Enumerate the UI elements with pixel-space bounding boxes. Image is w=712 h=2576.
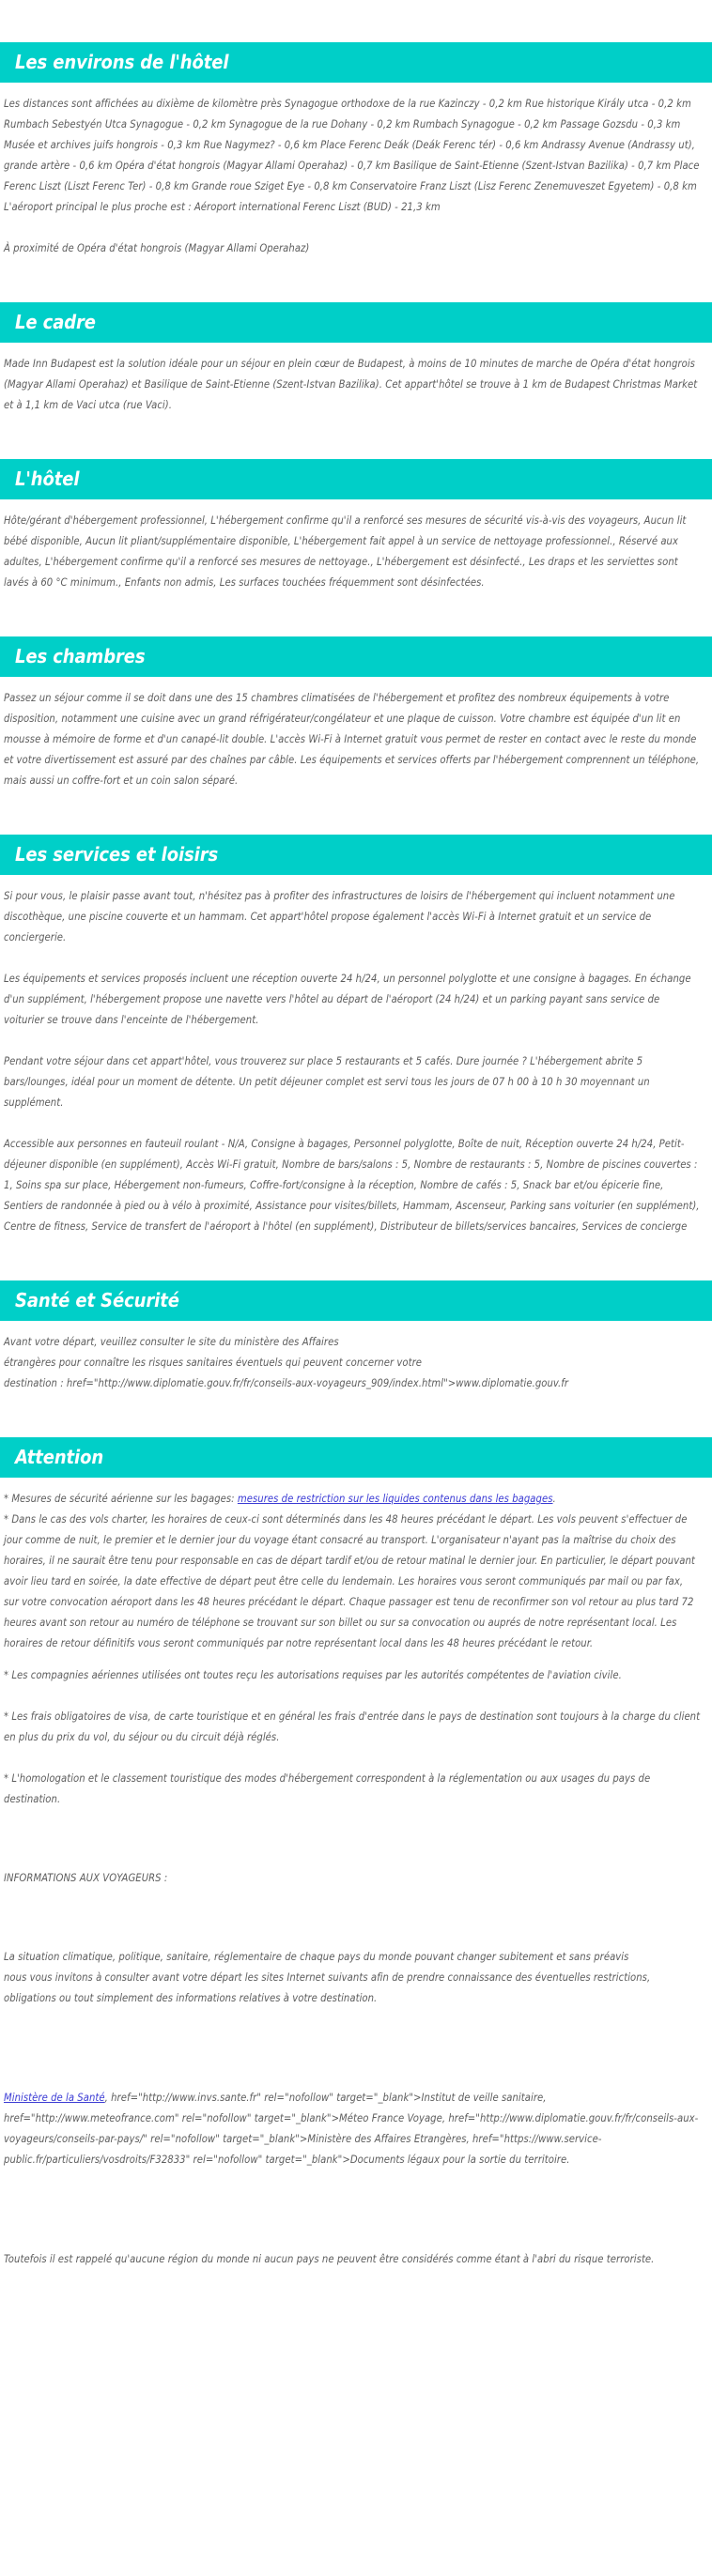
section-body-environs (0, 83, 712, 302)
spacer (4, 1321, 701, 1332)
environs-paragraph-1: Les distances sont affichées au dixième de kilomètre près Synagogue orthodoxe de la rue Kazinczy - 0,2 km Rue historique Király utca - 0,2 km Rumbach Sebestyén Utca Synagogue - 0,2 km Synagogue de la rue Dohany - 0,2 km Rumbach Synagogue - 0,2 km Passage Gozsdu - 0,3 km Musée et archives juifs hongrois - 0,3 km Rue Nagymez? - 0,6 km Place Ferenc Deák (Deák Ferenc tér) - 0,6 km Andrassy Avenue (Andrassy ut), grande artère - 0,6 km Opéra d'état hongrois (Magyar Allami Operahaz) - 0,7 km Basilique de Saint-Etienne (Szent-Istvan Bazilika) - 0,7 km Place Ferenc Liszt (Liszt Ferenc Ter) - 0,8 km Grande roue Sziget Eye - 0,8 km Conservatoire Franz Liszt (Lisz Ferenc Zenemuveszet Egyetem) - 0,8 km L'aéroport principal le plus proche est : Aéroport international Ferenc Liszt (BUD) - 21,3 km (4, 98, 700, 213)
section-header-chambres: Les chambres (0, 636, 712, 677)
section-body-attention (0, 1478, 712, 2270)
spacer (4, 2170, 701, 2229)
hotel-paragraph-1: Hôte/gérant d'hébergement professionnel, L'hébergement confirme qu'il a renforcé ses mesures de sécurité vis-à-vis des voyageurs, Aucun lit bébé disponible, Aucun lit pliant/supplémentaire disponible, L'hébergement fait appel à un service de nettoyage professionnel., Réservé aux adultes, L'hébergement confirme qu'il a renforcé ses mesures de nettoyage., L'hébergement est désinfecté., Les draps et les serviettes sont lavés à 60 °C minimum., Enfants non admis, Les surfaces touchées fréquemment sont désinfectées. (4, 514, 687, 589)
attention-bullet-5: * L'homologation et le classement touristique des modes d'hébergement correspondent à la réglementation ou aux usages du pays de destination. (4, 1772, 651, 1805)
spacer (4, 1686, 701, 1707)
spacer (4, 499, 701, 511)
spacer (4, 1031, 701, 1051)
section-body-sante-securite (0, 1321, 712, 1437)
travellers-links-raw-markup: , href="http://www.invs.sante.fr" rel="nofollow" target="_blank">Institut de veille sanitaire, href="http://www.meteofrance.com" rel="nofollow" target="_blank">Méteo France Voyage, href="http://www.diplomatie.gouv.fr/fr/conseils-aux-voyageurs/conseils-par-pays/" rel="nofollow" target="_blank">Ministère des Affaires Etrangères, href="https://www.service-public.fr/particuliers/vosdroits/F32833" rel="nofollow" target="_blank">Documents légaux pour la sortie du territoire. (4, 2092, 699, 2166)
section-header-environs: Les environs de l'hôtel (0, 42, 712, 83)
top-spacer (0, 0, 712, 42)
attention-bullet-4: * Les frais obligatoires de visa, de carte touristique et en général les frais d'entrée dans le pays de destination sont toujours à la charge du client en plus du prix du vol, du séjour ou du circuit déjà réglés. (4, 1710, 701, 1743)
attention-bullet-1 (4, 1489, 701, 1510)
travellers-info-heading: INFORMATIONS AUX VOYAGEURS : (4, 1872, 168, 1884)
travellers-links-block (4, 2088, 701, 2170)
environs-paragraph-2: À proximité de Opéra d'état hongrois (Magyar Allami Operahaz) (4, 242, 310, 254)
services-paragraph-4: Accessible aux personnes en fauteuil roulant - N/A, Consigne à bagages, Personnel polyglotte, Boîte de nuit, Réception ouverte 24 h/24, Petit-déjeuner disponible (en supplément), Accès Wi-Fi gratuit, Nombre de bars/salons : 5, Nombre de restaurants : 5, Nombre de piscines couvertes : 1, Soins spa sur place, Hébergement non-fumeurs, Coffre-fort/consigne à la réception, Nombre de cafés : 5, Snack bar et/ou épicerie fine, Sentiers de randonnée à pied ou à vélo à proximité, Assistance pour visites/billets, Hammam, Ascenseur, Parking sans voiturier (en supplément), Centre de fitness, Service de transfert de l'aéroport à l'hôtel (en supplément), Distributeur de billets/services bancaires, Services de concierge (4, 1138, 700, 1233)
ministere-de-la-sante-link[interactable]: Ministère de la Santé (4, 2092, 105, 2104)
section-body-services (0, 875, 712, 1280)
section-header-hotel: L'hôtel (0, 459, 712, 499)
spacer (4, 1889, 701, 1947)
services-paragraph-1: Si pour vous, le plaisir passe avant tout, n'hésitez pas à profiter des infrastructures de loisirs de l'hébergement qui incluent notamment une discothèque, une piscine couverte et un hammam. Cet appart'hôtel propose également l'accès Wi-Fi à Internet gratuit et un service de conciergerie. (4, 890, 675, 943)
attention-bullet-3: * Les compagnies aériennes utilisées ont toutes reçu les autorisations requises par les autorités compétentes de l'aviation civile. (4, 1669, 622, 1681)
spacer (4, 259, 701, 302)
spacer (4, 593, 701, 636)
spacer (4, 875, 701, 886)
spacer (4, 1654, 701, 1665)
services-paragraph-2: Les équipements et services proposés incluent une réception ouverte 24 h/24, un personnel polyglotte et une consigne à bagages. En échange d'un supplément, l'hébergement propose une navette vers l'hôtel au départ de l'aéroport (24 h/24) et un parking payant sans service de voiturier se trouve dans l'enceinte de l'hébergement. (4, 973, 691, 1026)
section-header-attention: Attention (0, 1437, 712, 1478)
attention-bullet-1-prefix: * Mesures de sécurité aérienne sur les bagages: (4, 1493, 238, 1505)
spacer (4, 1478, 701, 1489)
spacer (4, 948, 701, 969)
spacer (4, 343, 701, 354)
spacer (4, 1394, 701, 1437)
section-body-hotel (0, 499, 712, 636)
services-paragraph-3: Pendant votre séjour dans cet appart'hôtel, vous trouverez sur place 5 restaurants et 5 cafés. Dure journée ? L'hébergement abrite 5 bars/lounges, idéal pour un moment de détente. Un petit déjeuner complet est servi tous les jours de 07 h 00 à 10 h 30 moyennant un supplément. (4, 1055, 650, 1109)
section-header-services: Les services et loisirs (0, 835, 712, 875)
sante-line-3-destination-url: destination : href="http://www.diplomatie.gouv.fr/fr/conseils-aux-voyageurs_909/index.html">www.diplomatie.gouv.fr (4, 1377, 569, 1389)
spacer (4, 791, 701, 835)
spacer (4, 2009, 701, 2067)
section-body-cadre (0, 343, 712, 459)
chambres-paragraph-1: Passez un séjour comme il se doit dans une des 15 chambres climatisées de l'hébergement et profitez des nombreux équipements à votre disposition, notamment une cuisine avec un grand réfrigérateur/congélateur et une plaque de cuisson. Votre chambre est équipée d'un lit en mousse à mémoire de forme et d'un canapé-lit double. L'accès Wi-Fi à Internet gratuit vous permet de rester en contact avec le reste du monde et votre divertissement est assuré par des chaînes par câble. Les équipements et services offerts par l'hébergement comprennent un téléphone, mais aussi un coffre-fort et un coin salon séparé. (4, 692, 700, 787)
spacer (4, 218, 701, 238)
spacer (4, 2229, 701, 2249)
travellers-info-line-2: nous vous invitons à consulter avant votre départ les sites Internet suivants afin de prendre connaissance des éventuelles restrictions, obligations ou tout simplement des informations relatives à votre destination. (4, 1971, 651, 2004)
spacer (4, 1810, 701, 1868)
sante-line-1: Avant votre départ, veuillez consulter le site du ministère des Affaires (4, 1336, 339, 1348)
spacer (4, 2067, 701, 2088)
sante-line-2: étrangères pour connaître les risques sanitaires éventuels qui peuvent concerner votre (4, 1357, 423, 1369)
terrorism-risk-note: Toutefois il est rappelé qu'aucune région du monde ni aucun pays ne peuvent être considérés comme étant à l'abri du risque terroriste. (4, 2253, 655, 2265)
section-body-chambres (0, 677, 712, 835)
liquids-restrictions-link[interactable]: mesures de restriction sur les liquides contenus dans les bagages (237, 1493, 553, 1505)
spacer (4, 416, 701, 459)
spacer (4, 83, 701, 94)
spacer (4, 1113, 701, 1134)
spacer (4, 1748, 701, 1769)
travellers-info-line-1: La situation climatique, politique, sanitaire, réglementaire de chaque pays du monde pouvant changer subitement et sans préavis (4, 1951, 629, 1963)
cadre-paragraph-1: Made Inn Budapest est la solution idéale pour un séjour en plein cœur de Budapest, à moins de 10 minutes de marche de Opéra d'état hongrois (Magyar Allami Operahaz) et Basilique de Saint-Etienne (Szent-Istvan Bazilika). Cet appart'hôtel se trouve à 1 km de Budapest Christmas Market et à 1,1 km de Vaci utca (rue Vaci). (4, 358, 698, 411)
attention-bullet-1-suffix: . (552, 1493, 556, 1505)
spacer (4, 677, 701, 688)
section-header-sante-securite: Santé et Sécurité (0, 1280, 712, 1321)
spacer (4, 1237, 701, 1280)
attention-bullet-2: * Dans le cas des vols charter, les horaires de ceux-ci sont déterminés dans les 48 heures précédant le départ. Les vols peuvent s'effectuer de jour comme de nuit, le premier et le dernier jour du voyage étant consacré au transport. L'organisateur n'ayant pas la maîtrise du choix des horaires, il ne saurait être tenu pour responsable en cas de départ tardif et/ou de retour matinal le dernier jour. En particulier, le départ pouvant avoir lieu tard en soirée, la date effective de départ peut être celle du lendemain. Les horaires vous seront communiqués par mail ou par fax, sur votre convocation aéroport dans les 48 heures précédant le départ. Chaque passager est tenu de reconfirmer son vol retour au plus tard 72 heures avant son retour au numéro de téléphone se trouvant sur son billet ou sur sa convocation ou auprés de notre représentant local. Les horaires de retour définitifs vous seront communiqués par notre représentant local dans les 48 heures précédant le retour. (4, 1513, 695, 1649)
section-header-cadre: Le cadre (0, 302, 712, 343)
